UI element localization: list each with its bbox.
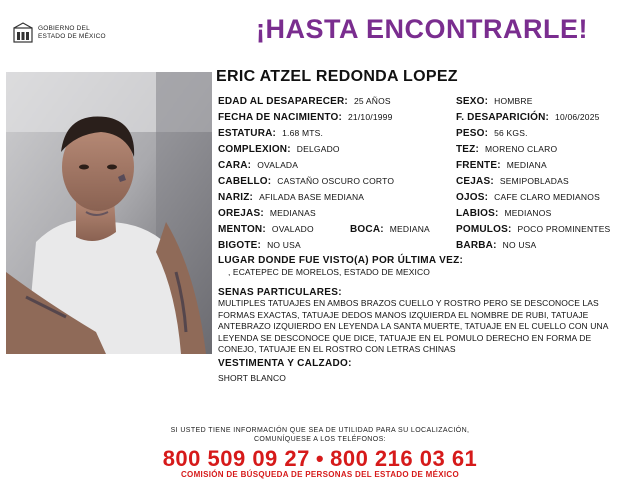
headline: ¡HASTA ENCONTRARLE!	[256, 14, 588, 44]
field-label: PESO:	[456, 128, 489, 139]
field-value: MORENO CLARO	[485, 144, 558, 154]
field-label: FECHA DE NACIMIENTO:	[218, 112, 342, 123]
field-label: F. DESAPARICIÓN:	[456, 112, 550, 123]
field-label: OREJAS:	[218, 208, 264, 219]
field-label: CARA:	[218, 160, 252, 171]
field-sex	[456, 95, 533, 108]
field-mustache	[218, 239, 301, 252]
field-value: MEDIANOS	[504, 208, 552, 218]
gov-line-1: GOBIERNO DEL	[38, 25, 90, 32]
field-height	[218, 127, 323, 140]
field-eyebrows	[456, 175, 569, 188]
field-label: OJOS:	[456, 192, 489, 203]
field-value: MEDIANAS	[269, 208, 316, 218]
field-value: 1.68 MTS.	[282, 128, 324, 138]
contact-info-line-2: COMUNÍQUESE A LOS TELÉFONOS:	[253, 436, 387, 443]
last-seen-place: , ECATEPEC DE MORELOS, ESTADO DE MEXICO	[228, 267, 430, 277]
phone-number-2: 800 216 03 61	[330, 446, 478, 471]
field-value: 10/06/2025	[555, 112, 600, 122]
field-build	[218, 143, 340, 156]
field-value: 56 KGS.	[494, 128, 528, 138]
field-label: BOCA:	[350, 224, 384, 235]
contact-info-line-1: SI USTED TIENE INFORMACIÓN QUE SEA DE UTILIDAD PARA SU LOCALIZACIÓN,	[170, 427, 470, 434]
field-disappearance-date	[456, 111, 600, 124]
field-label: CEJAS:	[456, 176, 494, 187]
field-label: SEXO:	[456, 96, 489, 107]
field-cheekbones	[456, 223, 610, 236]
phone-separator: •	[315, 446, 325, 471]
marks-title: SENAS PARTICULARES:	[218, 287, 342, 298]
field-value: MEDIANA	[389, 224, 430, 234]
field-label: TEZ:	[456, 144, 480, 155]
field-value: AFILADA BASE MEDIANA	[259, 192, 365, 202]
gov-line-2: ESTADO DE MÉXICO	[38, 33, 106, 40]
field-complexion	[456, 143, 557, 156]
clothing-title: VESTIMENTA Y CALZADO:	[218, 358, 352, 369]
field-label: COMPLEXION:	[218, 144, 291, 155]
field-value: CASTAÑO OSCURO CORTO	[277, 176, 395, 186]
state-seal-icon	[12, 22, 34, 44]
field-label: FRENTE:	[456, 160, 501, 171]
field-value: MEDIANA	[506, 160, 547, 170]
person-photo	[6, 72, 212, 354]
field-label: POMULOS:	[456, 224, 512, 235]
field-value: NO USA	[267, 240, 301, 250]
government-logo	[12, 22, 106, 44]
last-seen-title: LUGAR DONDE FUE VISTO(A) POR ÚLTIMA VEZ:	[218, 255, 464, 266]
field-beard	[456, 239, 536, 252]
commission-name: COMISIÓN DE BÚSQUEDA DE PERSONAS DEL ESTADO DE MÉXICO	[180, 470, 459, 479]
field-value: POCO PROMINENTES	[517, 224, 611, 234]
field-value: OVALADO	[271, 224, 314, 234]
field-label: ESTATURA:	[218, 128, 277, 139]
field-label: CABELLO:	[218, 176, 272, 187]
field-hair	[218, 175, 394, 188]
field-value: OVALADA	[257, 160, 299, 170]
field-value: CAFE CLARO MEDIANOS	[494, 192, 600, 202]
field-weight	[456, 127, 528, 140]
field-mouth	[350, 223, 430, 236]
field-label: EDAD AL DESAPARECER:	[218, 96, 348, 107]
field-value: 21/10/1999	[348, 112, 393, 122]
field-value: HOMBRE	[494, 96, 533, 106]
field-nose	[218, 191, 364, 204]
field-face	[218, 159, 298, 172]
field-age	[218, 95, 391, 108]
field-chin	[218, 223, 314, 236]
field-label: MENTON:	[218, 224, 266, 235]
marks-text: MULTIPLES TATUAJES EN AMBOS BRAZOS CUELLO Y ROSTRO PERO SE DESCONOCE LAS FORMAS EXACTAS, TATUAJE DEDOS MANOS IZQUIERDA EL NOMBRE DE RUBI, TATUAJE ANTEBRAZO IZQUIERDO EN LEYENDA LA SANTA MUERTE, TATUAJE EN EL CUELLO CON UNA LEYENDA SE DESCONOCE QUE DICE, TATUAJE EN EL POMULO DERECHO EN FORMA DE CONEJO, TATUAJE EN EL ROSTRO CON LETRAS CHINAS	[218, 298, 609, 354]
field-value: NO USA	[502, 240, 537, 250]
field-value: DELGADO	[296, 144, 340, 154]
field-lips	[456, 207, 551, 220]
phone-numbers	[0, 446, 640, 472]
field-birthdate	[218, 111, 393, 124]
phone-number-1: 800 509 09 27	[162, 446, 310, 471]
field-value: SEMIPOBLADAS	[499, 176, 569, 186]
field-label: BARBA:	[456, 240, 497, 251]
field-eyes	[456, 191, 600, 204]
field-value: 25 AÑOS	[353, 96, 391, 106]
field-label: LABIOS:	[456, 208, 499, 219]
clothing-text: SHORT BLANCO	[218, 373, 286, 383]
field-label: BIGOTE:	[218, 240, 262, 251]
person-name: ERIC ATZEL REDONDA LOPEZ	[216, 68, 458, 85]
field-forehead	[456, 159, 547, 172]
field-ears	[218, 207, 316, 220]
field-label: NARIZ:	[218, 192, 254, 203]
